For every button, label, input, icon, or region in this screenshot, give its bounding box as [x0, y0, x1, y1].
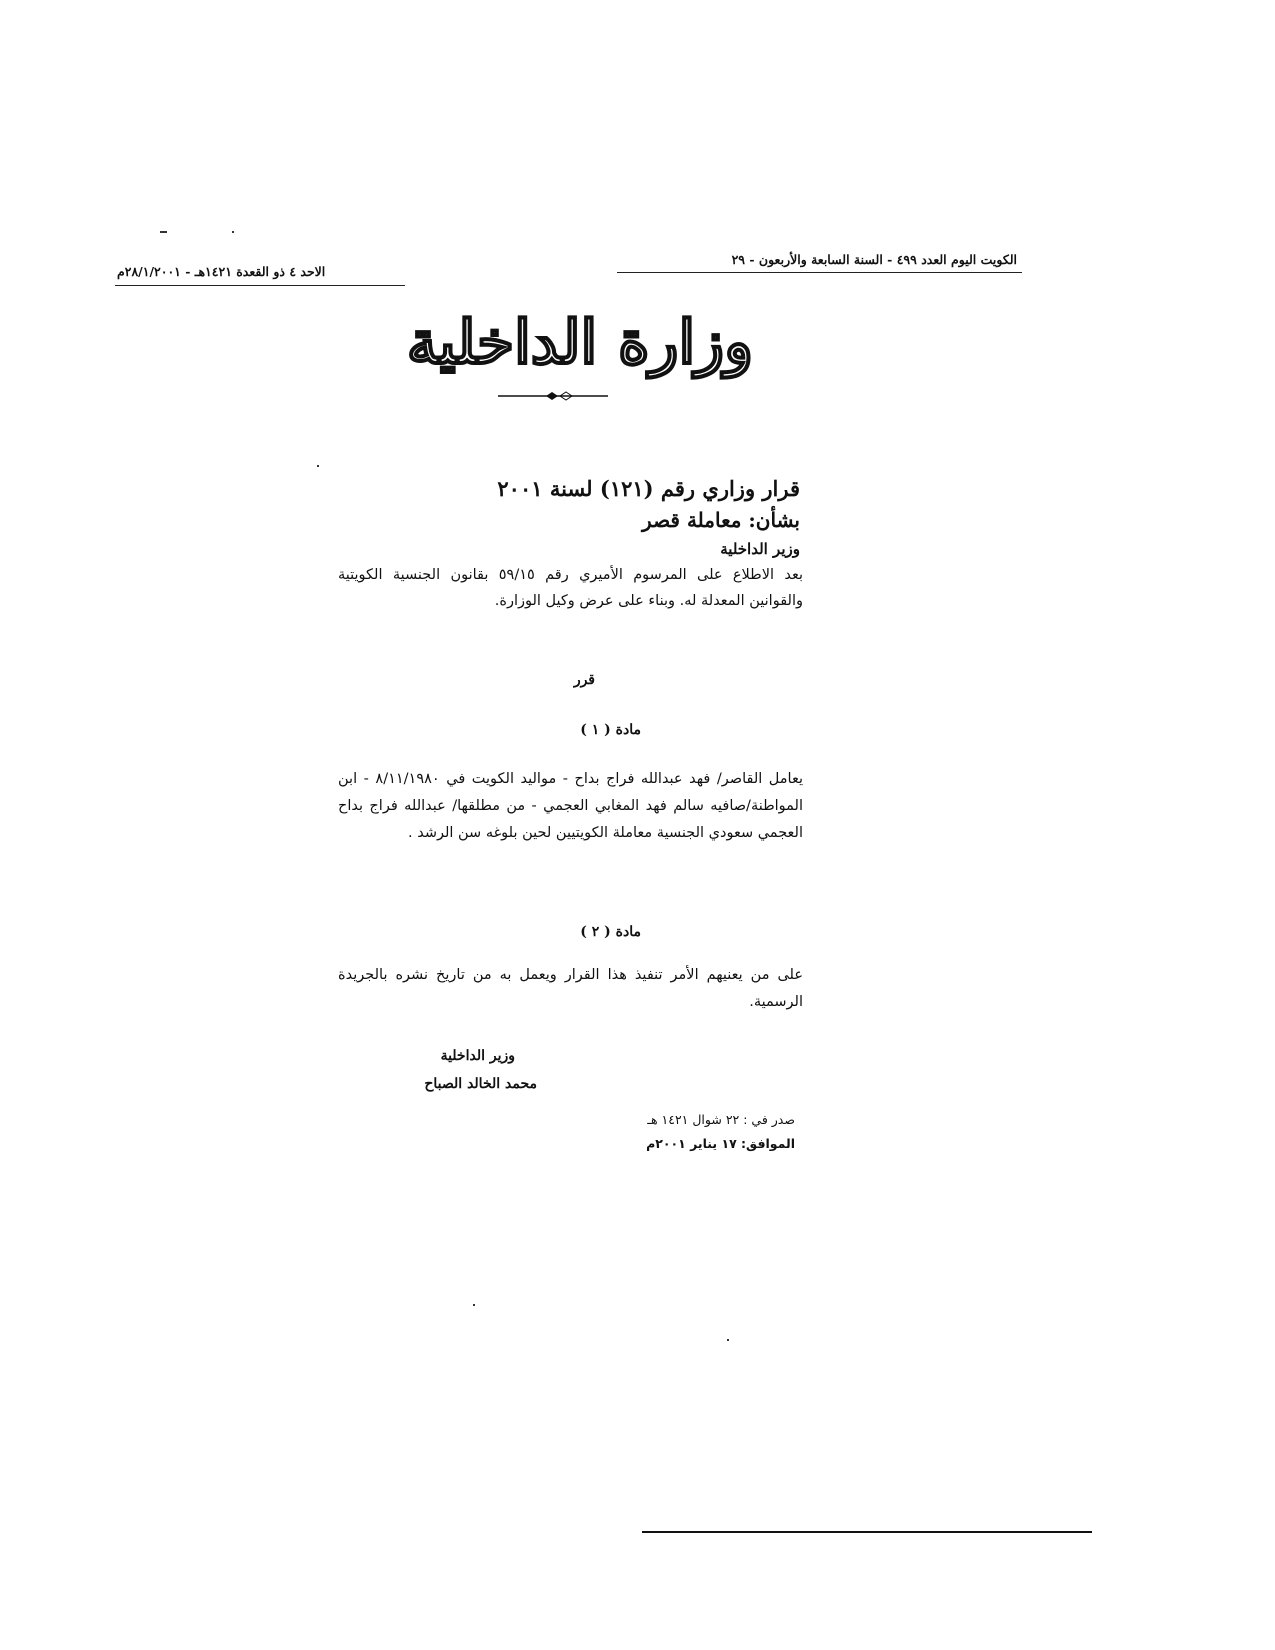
preamble-paragraph: بعد الاطلاع على المرسوم الأميري رقم ٥٩/١٥ بقانون الجنسية الكويتية والقوانين المعدلة له. وبناء على عرض وكيل الوزارة. — [338, 567, 803, 609]
signatory-name: محمد الخالد الصباح — [424, 1076, 537, 1092]
scan-speck — [232, 231, 234, 233]
gazette-issue-line: الكويت اليوم العدد ٤٩٩ - السنة السابعة والأربعون - ٢٩ — [731, 252, 1017, 267]
scan-speck — [317, 465, 319, 467]
corresponding-date: الموافق: ١٧ يناير ٢٠٠١م — [646, 1136, 795, 1151]
decided-heading: قرر — [573, 672, 595, 688]
ministry-name: وزارة الداخلية — [406, 308, 754, 378]
footer-rule — [642, 1531, 1092, 1533]
decision-subject: بشأن: معاملة قصر — [642, 508, 800, 532]
article-1-text: يعامل القاصر/ فهد عبدالله فراج بداح - مواليد الكويت في ٨/١١/١٩٨٠ - ابن المواطنة/صافيه سالم فهد المغابي العجمي - من مطلقها/ عبدالله فراج بداح العجمي سعودي الجنسية معاملة الكويتيين لحين بلوغه سن الرشد . — [338, 771, 803, 841]
scan-speck — [160, 231, 167, 233]
decision-title: قرار وزاري رقم (١٢١) لسنة ٢٠٠١ — [497, 476, 800, 501]
article-2-heading: مادة ( ٢ ) — [580, 924, 641, 940]
scan-speck — [473, 1304, 475, 1306]
header-rule-left — [115, 285, 405, 286]
scan-speck — [727, 1339, 729, 1341]
article-2-text: على من يعنيهم الأمر تنفيذ هذا القرار ويعمل به من تاريخ نشره بالجريدة الرسمية. — [338, 967, 803, 1010]
signatory-title: وزير الداخلية — [440, 1048, 515, 1064]
article-1-heading: مادة ( ١ ) — [580, 722, 641, 738]
gazette-date-line: الاحد ٤ ذو القعدة ١٤٢١هـ - ٢٨/١/٢٠٠١م — [117, 264, 326, 279]
masthead-ornament — [380, 298, 780, 408]
issuer-heading: وزير الداخلية — [720, 540, 800, 558]
issued-date: صدر في : ٢٢ شوال ١٤٢١ هـ — [647, 1112, 795, 1127]
header-rule-right — [617, 272, 1022, 273]
ministry-masthead — [380, 298, 780, 408]
